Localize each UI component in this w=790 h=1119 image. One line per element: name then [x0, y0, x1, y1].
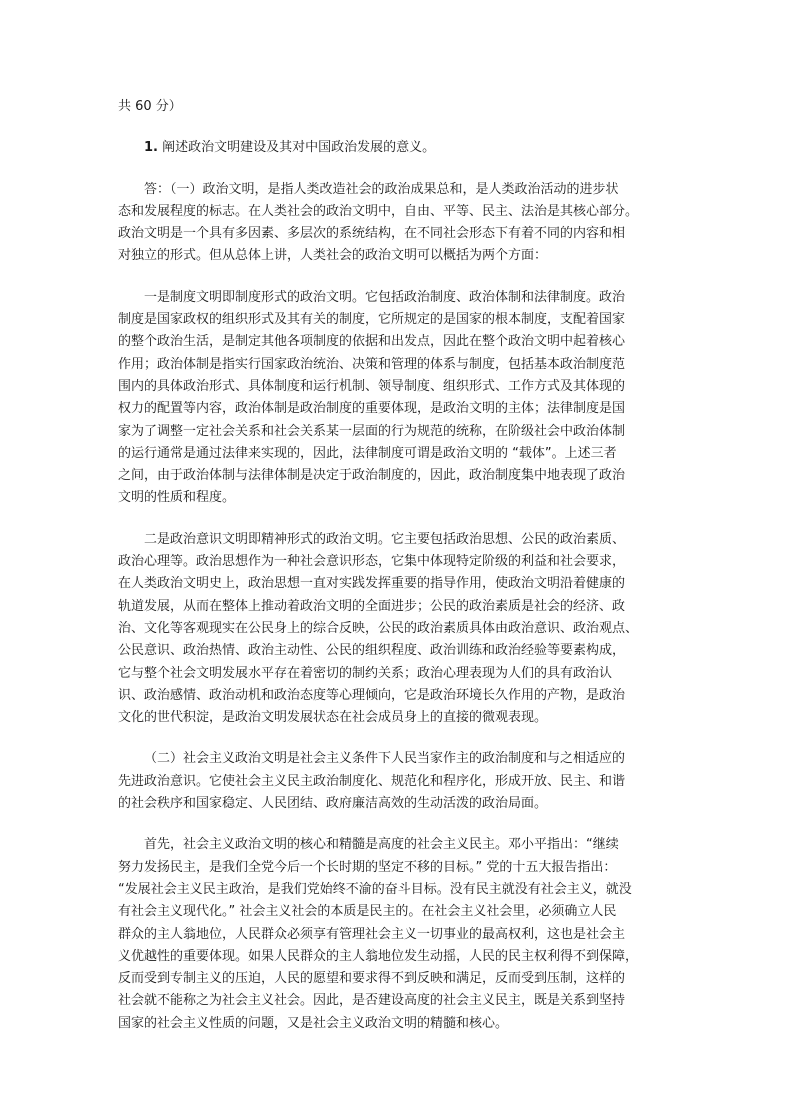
text-line: 文化的世代积淀，是政治文明发展状态在社会成员身上的直接的微观表现。: [118, 710, 548, 726]
question-heading: [118, 137, 678, 159]
text-line: 家为了调整一定社会关系和社会关系某一层面的行为规范的统称，在阶级社会中政治体制: [118, 423, 626, 439]
text-line: 有社会主义现代化。” 社会主义社会的本质是民主的。在社会主义社会里，必须确立人民: [118, 904, 617, 920]
text-line: 群众的主人翁地位，人民群众必须享有管理社会主义一切事业的最高权利，这也是社会主: [118, 926, 626, 942]
text-line: 围内的具体政治形式、具体制度和运行机制、领导制度、组织形式、工作方式及其体现的: [118, 378, 626, 394]
text-line: 的运行通常是通过法律来实现的，因此，法律制度可谓是政治文明的 “载体”。上述三者: [118, 445, 617, 461]
socialist-political-civilization-paragraph: [118, 748, 678, 815]
text-line: “发展社会主义民主政治，是我们党始终不渝的奋斗目标。没有民主就没有社会主义，就没: [118, 881, 632, 897]
text-line: 答：（一）政治文明，是指人类改造社会的政治成果总和，是人类政治活动的进步状: [144, 181, 619, 197]
text-line: 态和发展程度的标志。在人类社会的政治文明中，自由、平等、民主、法治是其核心部分。: [118, 203, 639, 219]
socialist-democracy-paragraph: [118, 834, 678, 1035]
text-line: 国家的社会主义性质的问题，又是社会主义政治文明的精髓和核心。: [118, 1015, 509, 1031]
text-line: 识、政治感情、政治动机和政治态度等心理倾向，它是政治环境长久作用的产物，是政治: [118, 687, 626, 703]
text-line: 轨道发展，从而在整体上推动着政治文明的全面进步；公民的政治素质是社会的经济、政: [118, 598, 626, 614]
text-line: 社会就不能称之为社会主义社会。因此，是否建设高度的社会主义民主，既是关系到坚持: [118, 993, 626, 1009]
question-number: 1.: [144, 140, 158, 156]
text-line: 的整个政治生活，是制定其他各项制度的依据和出发点，因此在整个政治文明中起着核心: [118, 334, 626, 350]
text-line: 先进政治意识。它使社会主义民主政治制度化、规范化和程序化，形成开放、民主、和谐: [118, 773, 626, 789]
institutional-civilization-paragraph: [118, 287, 678, 510]
text-line: 共 60 分）: [118, 99, 182, 114]
text-line: 文明的性质和程度。: [118, 490, 236, 506]
text-line: 义优越性的重要体现。如果人民群众的主人翁地位发生动摇，人民的民主权利得不到保障，: [118, 948, 639, 964]
text-line: 它与整个社会文明发展水平存在着密切的制约关系；政治心理表现为人们的具有政治认: [118, 665, 613, 681]
text-line: 反而受到专制主义的压迫，人民的愿望和要求得不到反映和满足，反而受到压制，这样的: [118, 971, 626, 987]
text-line: 作用；政治体制是指实行国家政治统治、决策和管理的体系与制度，包括基本政治制度范: [118, 356, 626, 372]
answer-intro-paragraph: [118, 179, 678, 268]
text-line: 制度是国家政权的组织形式及其有关的制度，它所规定的是国家的根本制度，支配着国家: [118, 312, 626, 328]
document-body: [118, 96, 678, 1035]
text-line: 公民意识、政治热情、政治主动性、公民的组织程度、政治训练和政治经验等要素构成，: [118, 643, 626, 659]
text-line: （二）社会主义政治文明是社会主义条件下人民当家作主的政治制度和与之相适应的: [144, 751, 626, 767]
text-line: 权力的配置等内容，政治体制是政治制度的重要体现，是政治文明的主体；法律制度是国: [118, 401, 626, 417]
ideological-civilization-paragraph: [118, 529, 678, 730]
text-line: 政治文明是一个具有多因素、多层次的系统结构，在不同社会形态下有着不同的内容和相: [118, 226, 626, 242]
text-line: 努力发扬民主，是我们全党今后一个长时期的坚定不移的目标。” 党的十五大报告指出：: [118, 859, 617, 875]
text-line: 二是政治意识文明即精神形式的政治文明。它主要包括政治思想、公民的政治素质、: [144, 531, 626, 547]
question-text: 阐述政治文明建设及其对中国政治发展的意义。: [162, 140, 436, 156]
text-line: 在人类政治文明史上，政治思想一直对实践发挥重要的指导作用，使政治文明沿着健康的: [118, 576, 626, 592]
text-line: 治、文化等客观现实在公民身上的综合反映，公民的政治素质具体由政治意识、政治观点、: [118, 620, 639, 636]
text-line: 首先，社会主义政治文明的核心和精髓是高度的社会主义民主。邓小平指出：“继续: [144, 837, 619, 853]
text-line: 一是制度文明即制度形式的政治文明。它包括政治制度、政治体制和法律制度。政治: [144, 289, 626, 305]
text-line: 对独立的形式。但从总体上讲，人类社会的政治文明可以概括为两个方面：: [118, 248, 548, 264]
text-line: 政治心理等。政治思想作为一种社会意识形态，它集中体现特定阶级的利益和社会要求，: [118, 554, 626, 570]
score-note: [118, 96, 678, 118]
text-line: 的社会秩序和国家稳定、人民团结、政府廉洁高效的生动活泼的政治局面。: [118, 796, 548, 812]
text-line: 之间，由于政治体制与法律体制是决定于政治制度的，因此，政治制度集中地表现了政治: [118, 468, 626, 484]
